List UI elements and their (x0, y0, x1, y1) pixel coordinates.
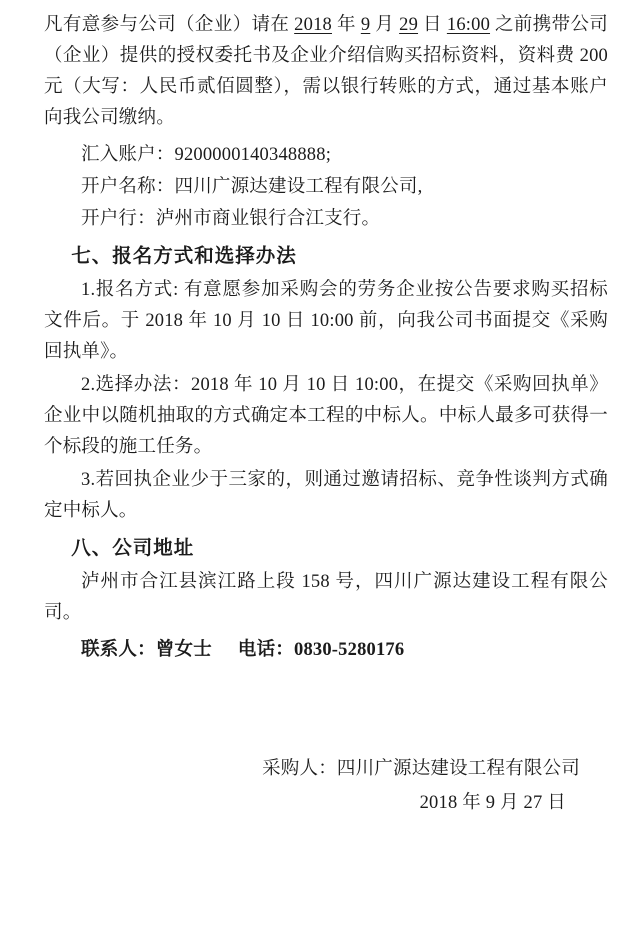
notice-month: 9 (360, 15, 371, 35)
account-line-name: 开户名称：四川广源达建设工程有限公司, (81, 177, 423, 197)
contact-row (44, 635, 608, 666)
contact-person: 联系人：曾女士 (81, 640, 212, 660)
account-line-bank: 开户行：泸州市商业银行合江支行。 (81, 209, 381, 229)
paragraph-purchase-notice (44, 10, 608, 134)
account-line-number: 汇入账户：9200000140348888; (81, 145, 332, 165)
notice-text-1: 凡有意参与公司（企业）请在 (44, 15, 295, 35)
contact-phone: 电话：0830-5280176 (237, 640, 405, 660)
notice-text-2: 年 (331, 15, 361, 35)
notice-text-4: 日 (418, 15, 447, 35)
notice-day: 29 (399, 15, 419, 35)
section-seven-item-2: 2.选择办法：2018 年 10 月 10 日 10:00，在提交《采购回执单》企业中以随机抽取的方式确定本工程的中标人。中标人最多可获得一个标段的施工任务。 (44, 375, 608, 457)
signature-block (44, 752, 608, 820)
heading-section-seven: 七、报名方式和选择办法 (71, 246, 297, 267)
company-address: 泸州市合江县滨江路上段 158 号，四川广源达建设工程有限公司。 (44, 572, 608, 623)
notice-time: 16:00 (446, 15, 491, 35)
notice-year: 2018 (294, 15, 332, 35)
section-seven-item-1: 1.报名方式: 有意愿参加采购会的劳务企业按公告要求购买招标文件后。于 2018 年 10 月 10 日 10:00 前，向我公司书面提交《采购回执单》。 (44, 280, 608, 362)
signature-purchaser: 采购人：四川广源达建设工程有限公司 (262, 759, 580, 779)
section-seven-item-3: 3.若回执企业少于三家的，则通过邀请招标、竞争性谈判方式确定中标人。 (44, 470, 608, 521)
notice-text-3: 月 (370, 15, 400, 35)
notice-text-5: 之前携带公司（企业）提供的授权委托书及企业介绍信购买招标资料，资料费 200 元（大写：人民币贰佰圆整），需以银行转账的方式，通过基本账户向我公司缴纳。 (44, 15, 609, 128)
signature-date: 2018 年 9 月 27 日 (419, 793, 566, 813)
heading-section-eight: 八、公司地址 (71, 538, 195, 559)
